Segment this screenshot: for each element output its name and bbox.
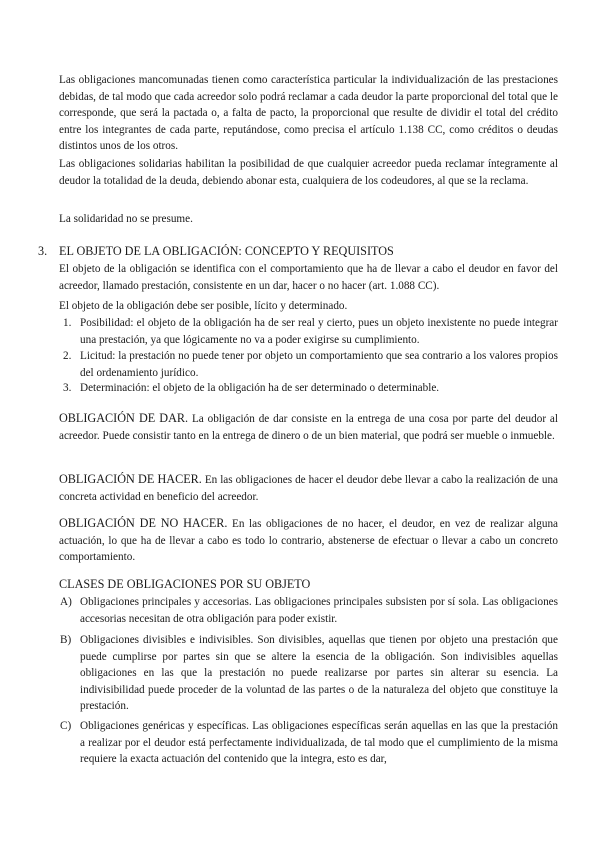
- list-item: Licitud: la prestación no puede tener por objeto un comportamiento que sea contrario a los valores propios del ordenamiento jurídico.: [80, 350, 558, 379]
- term-obligacion-no-hacer: OBLIGACIÓN DE NO HACER.: [59, 516, 228, 530]
- list-item: Posibilidad: el objeto de la obligación ha de ser real y cierto, pues un objeto inexistente no puede integrar una prestación, ya que lógicamente no va a poder exigirse su cumplimiento.: [80, 317, 558, 346]
- text-obligacion-dar: La obligación de dar consiste en la entrega de una cosa por parte del deudor al acreedor. Puede consistir tanto en la entrega de dinero o de un bien material, que podrá ser mueble o inmueble.: [59, 413, 559, 442]
- paragraph-obligacion-no-hacer: [59, 515, 558, 566]
- paragraph-obligacion-dar: [59, 410, 558, 444]
- list-item: Obligaciones principales y accesorias. Las obligaciones principales subsisten por sí sola. Las obligaciones accesorias necesitan de otra obligación para poder existir.: [80, 596, 558, 625]
- paragraph-mancomunadas: Las obligaciones mancomunadas tienen como característica particular la individualización de las prestaciones debidas, de tal modo que cada acreedor solo podrá reclamar a cada deudor la parte proporcional del total que le corresponde, que será la pactada o, a falta de pacto, la proporcional que resulte de dividir el total del crédito entre los integrantes de cada parte, reputándose, como precisa el artículo 1.138 CC, como créditos o deudas distintos unos de los otros.: [59, 74, 558, 152]
- paragraph-solidarias: Las obligaciones solidarias habilitan la posibilidad de que cualquier acreedor pueda reclamar íntegramente al deudor la totalidad de la deuda, debiendo abonar esta, cualquiera de los codeudores, al que se la reclama.: [59, 158, 558, 187]
- term-obligacion-dar: OBLIGACIÓN DE DAR.: [59, 411, 189, 425]
- list-item-letter: A): [60, 596, 72, 608]
- list-item-number: 1.: [63, 317, 72, 329]
- paragraph-requirements-intro: El objeto de la obligación debe ser posible, lícito y determinado.: [59, 300, 348, 312]
- list-item-letter: C): [60, 720, 72, 732]
- list-item: Obligaciones divisibles e indivisibles. Son divisibles, aquellas que tienen por objeto una prestación que puede cumplirse por partes sin que se altere la esencia de la obligación. Son indivisibles aquellas obligaciones en las que la prestación no puede realizarse por partes sin alterar su esencia. La indivisibilidad puede proceder de la voluntad de las partes o de la naturaleza del objeto que constituye la prestación.: [80, 634, 558, 712]
- text-obligacion-no-hacer: En las obligaciones de no hacer, el deudor, en vez de realizar alguna actuación, lo que ha de llevar a cabo es todo lo contrario, abstenerse de efectuar o llevar a cabo un concreto comportamiento.: [59, 518, 559, 563]
- list-item-number: 2.: [63, 350, 72, 362]
- list-item-letter: B): [60, 634, 72, 646]
- clases-title: CLASES DE OBLIGACIONES POR SU OBJETO: [59, 577, 311, 591]
- paragraph-presume: La solidaridad no se presume.: [59, 213, 193, 225]
- section-number: 3.: [38, 244, 48, 258]
- section-title: EL OBJETO DE LA OBLIGACIÓN: CONCEPTO Y REQUISITOS: [59, 244, 394, 258]
- paragraph-obligacion-hacer: [59, 471, 558, 505]
- paragraph-definition: El objeto de la obligación se identifica con el comportamiento que ha de llevar a cabo el deudor en favor del acreedor, llamado prestación, consistente en un dar, hacer o no hacer (art. 1.088 CC).: [59, 263, 558, 292]
- list-item: Obligaciones genéricas y específicas. Las obligaciones específicas serán aquellas en las que la prestación a realizar por el deudor está perfectamente individualizada, de tal modo que el cumplimiento de la misma requiere la exacta actuación del contenido que la integra, esto es dar,: [80, 720, 558, 765]
- term-obligacion-hacer: OBLIGACIÓN DE HACER.: [59, 472, 202, 486]
- list-item: Determinación: el objeto de la obligación ha de ser determinado o determinable.: [80, 382, 440, 394]
- text-obligacion-hacer: En las obligaciones de hacer el deudor debe llevar a cabo la realización de una concreta actividad en beneficio del acreedor.: [59, 474, 559, 503]
- list-item-number: 3.: [63, 382, 72, 394]
